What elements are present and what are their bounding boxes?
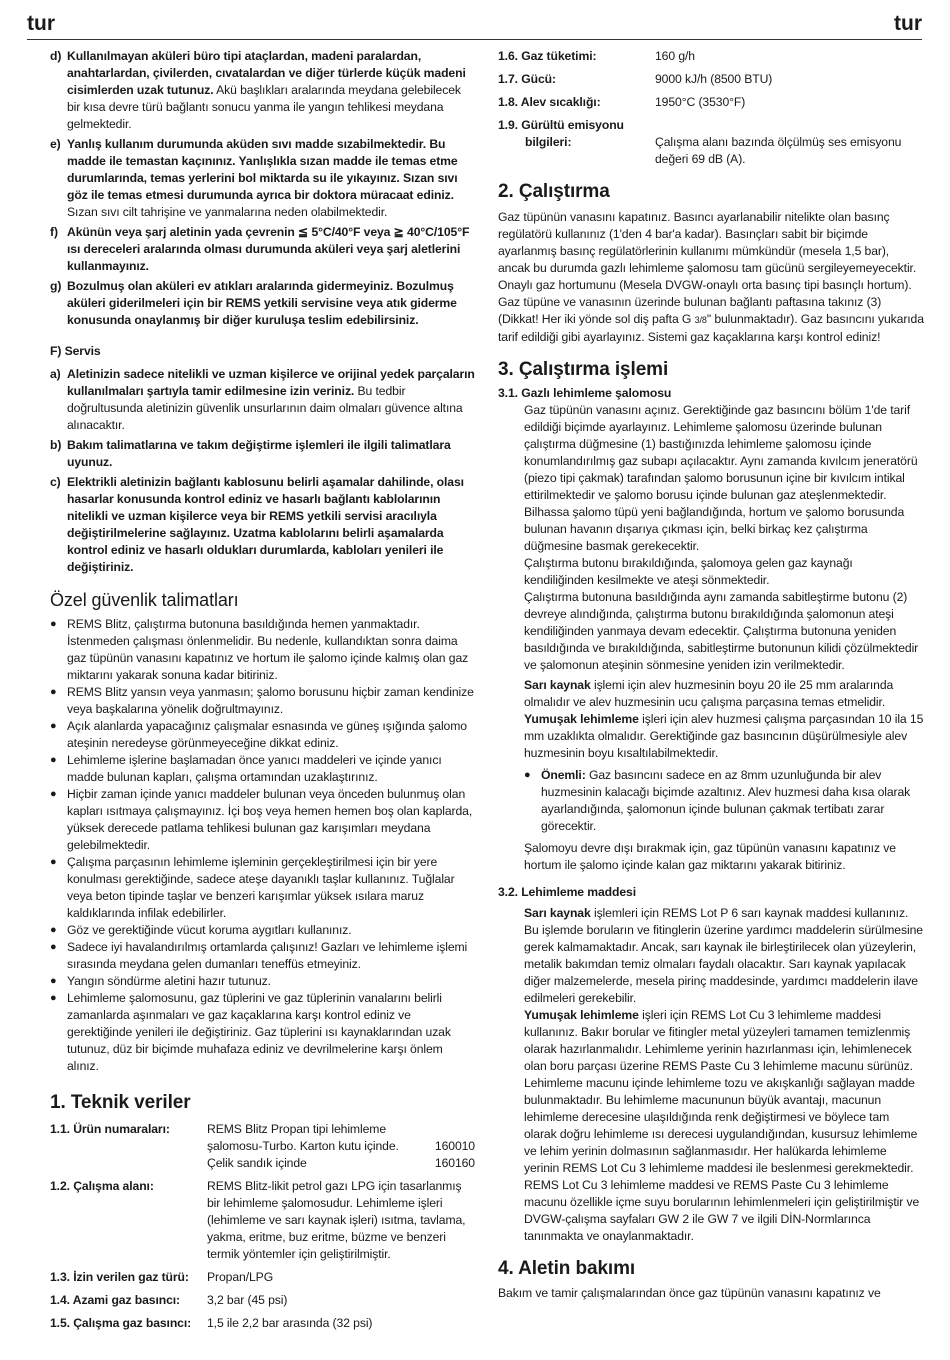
spec-noise: 1.9. Gürültü emisyonu bilgileri: Çalışma alanı bazında ölçülmüş ses emisyonu değeri 69 dB (A).: [498, 118, 902, 166]
start-body: Gaz tüpünün vanasını kapatınız. Basıncı ayarlanabilir nitelikte olan basınç regülatörü kullanınız (1'den 4 bar'a kadar). Basınçları sabit bir biçimde ayarlanmış basınç regülatörlerinin kullanımı mümkündür (mesela 1,5 bar), ancak bu durumda gazlı lehimleme şalomosu tam gücünü sergileyemeyecektir. Onaylı gaz hortumunu (Mesela DVGW-onaylı orta basınç tipi basınçlı hortum). Gaz tüpüne ve vanasının üzerinde bulunan bağlantı paftasına takınız (3) (Dikkat! Her iki yönde sol diş pafta G 3/8" bulunmaktadır). Gaz basıncını yukarıda tarif edildiği gibi ayarlayınız. Sistemi gaz kaçaklarına karşı kontrol ediniz!: [498, 210, 924, 344]
right-column: [498, 48, 924, 1302]
list-item-f: f) Akünün veya şarj aletinin yada çevrenin ≦ 5°C/40°F veya ≧ 40°C/105°F ısı dereceleri aralarında olması durumunda aküleri veya şarj aletlerini kullanmayınız.: [50, 225, 470, 273]
spec-product-numbers: 1.1. Ürün numaraları: REMS Blitz Propan tipi lehimleme şalomosu-Turbo. Karton kutu içinde. 160010 Çelik sandık içinde 160160: [50, 1122, 475, 1170]
bullet-icon: ●: [50, 686, 57, 698]
language-tag-left: tur: [27, 12, 55, 35]
page-header: [0, 12, 950, 38]
section-3-1-body: Gaz tüpünün vanasını açınız. Gerektiğinde gaz basıncını bölüm 1'de tarif edildiği biçimde ayarlayınız. Lehimleme şalomosu üzerinde bulunan çalıştırma düğmesine (1) bastığınızda lehimleme şalomosu içinde konumlandırılmış gaz subapı açılacaktır. Aynı zamanda kıvılcım jeneratörü (piezo tipi çakmak) tarafından şalomo borusunun içine bir kıvılcım intikal ettirilmektedir ve şalomo borusu içinde bulunan gaz ateşlenmektedir. Bilhassa şalomo tüpü yeni bağlandığında, hortum ve şalomo borusunda bulunan havanın dışarıya çıkması için, belki birkaç kez çalıştırma düğmesine basmak gerekecektir. Çalıştırma butonu bırakıldığında, şalomoya gelen gaz kaynağı kendiliğinden kesilmekte ve ateşi sönmektedir. Çalıştırma butonuna basıldığında aynı zamanda sabitleştirme butonu (2) devreye alındığında, çalıştırma butonu bırakıldığında şalomonun ateşi kendiliğinden yanmaya devam edecektir. Çalıştırma butonuna yeniden basıldığında ve bırakıldığında, sabitleştirme butonunun kilidi çözülmektedir ve şalomonun ateşinin sönmesine yeniden izin verilmektedir. Sarı kaynak işlemi için alev huzmesinin boyu 20 ile 25 mm aralarında olmalıdır ve alev huzmesinin ucu çalışma parçasına temas etmelidir. Yumuşak lehimleme işleri için alev huzmesi çalışma parçasından 10 ila 15 mm uzaklıkta olmalıdır. Gerektiğinde gaz basıncının düşürülmesiyle alev huzmesinin boyu kısaltılabilmektedir. ● Önemli: Gaz basıncını sadece en az 8mm uzunluğunda bir alev huzmesinin kalacağı biçimde azaltınız. Alev huzmesi daha kısa olarak ayarlandığında, şalomonun içinde bulunan çakmak tertibatı zarar görecektir. Şalomoyu devre dışı bırakmak için, gaz tüpünün vanasını kapatınız ve hortum ile şalomo içinde kalan gaz miktarını yakarak bitiriniz.: [524, 403, 924, 872]
safety-bullet: ● REMS Blitz yansın veya yanmasın; şalomo borusunu hiçbir zaman kendinize veya başkalarına yönelik doğrultmayınız.: [50, 685, 474, 716]
service-heading: F) Servis: [50, 344, 101, 358]
bullet-icon: ●: [50, 924, 57, 936]
safety-bullet: ● Lehimleme şalomosunu, gaz tüplerini ve gaz tüplerinin vanalarını belirli zamanlarda aşınmaları ve gaz kaçaklarına karşı kontrol ediniz ve gerektiğinde yenileri ile değiştiriniz. Gaz tüplerini ısı kaynaklarından uzak tutunuz, düz bir biçimde muhafaza ediniz ve devrilmelerine karşı önlem alınız.: [50, 991, 451, 1073]
spec-work-area: 1.2. Çalışma alanı: REMS Blitz-likit petrol gazı LPG için tasarlanmış bir lehimleme şalomosudur. Lehimleme işleri (lehimleme ve sarı kaynak işleri) ısıtma, tavlama, yakma, eritme, buz eritme, büzme ve benzeri termik yöntemler için geliştirilmiştir.: [50, 1179, 466, 1261]
language-tag-right: tur: [894, 12, 922, 35]
spec-working-pressure: 1.5. Çalışma gaz basıncı: 1,5 ile 2,2 bar arasında (32 psi): [50, 1316, 373, 1330]
spec-max-pressure: 1.4. Azami gaz basıncı: 3,2 bar (45 psi): [50, 1293, 288, 1307]
spec-gas-type: 1.3. İzin verilen gaz türü: Propan/LPG: [50, 1270, 274, 1284]
bullet-icon: ●: [50, 618, 57, 630]
important-note: ● Önemli: Gaz basıncını sadece en az 8mm uzunluğunda bir alev huzmesinin kalacağı biçimde azaltınız. Alev huzmesi daha kısa olarak ayarlandığında, şalomonun içinde bulunan çakmak tertibatı zarar görecektir.: [524, 768, 911, 833]
left-column: [50, 48, 475, 1332]
bullet-icon: ●: [50, 975, 57, 987]
service-item-c: c) Elektrikli aletinizin bağlantı kablosunu belirli aşamalar dahilinde, olası hasarlar konusunda kontrol ediniz ve hasarlı bağlantı kablolarının nitelikli ve uzman kişilerce veya bir REMS yetkili servisi aracılıyla değiştirilmelerine sağlayınız. Uzatma kablolarını belirli aşamalarda kontrol ediniz ve hasarlı oldukları durumlarda, kabloları yenileri ile değiştiriniz.: [50, 475, 464, 574]
header-rule: [27, 39, 922, 40]
safety-bullet: ● Göz ve gerektiğinde vücut koruma aygıtları kullanınız.: [50, 923, 352, 937]
spec-power: 1.7. Gücü: 9000 kJ/h (8500 BTU): [498, 72, 773, 86]
section-3-2-heading: 3.2. Lehimleme maddesi: [498, 885, 637, 899]
safety-bullet: ● Yangın söndürme aletini hazır tutunuz.: [50, 974, 271, 988]
safety-bullet: ● Hiçbir zaman içinde yanıcı maddeler bulunan veya önceden bulunmuş olan kapları ısıtmaya çalışmayınız. İçi boş veya hemen hemen boş olan kaplarda, yüksek derecede patlama tehlikesi bulunan gaz karışımları meydana gelebilmektedir.: [50, 787, 473, 852]
safety-bullet: ● Sadece iyi havalandırılmış ortamlarda çalışınız! Gazları ve lehimleme işlemi sırasında meydana gelen dumanları teneffüs etmeyiniz.: [50, 940, 468, 971]
bullet-icon: ●: [50, 992, 57, 1004]
maintenance-heading: 4. Aletin bakımı: [498, 1258, 636, 1279]
list-item-g: g) Bozulmuş olan aküleri ev atıkları aralarında gidermeyiniz. Bozulmuş aküleri giderilmeleri için bir REMS yetkili servisine veya atık giderme konusunda onaylanmış bir diğer kuruluşa teslim edebilirsiniz.: [50, 279, 457, 327]
bullet-icon: ●: [50, 941, 57, 953]
section-3-2-body: Sarı kaynak işlemleri için REMS Lot P 6 sarı kaynak maddesi kullanınız. Bu işlemde boruların ve fitinglerin üzerine yardımcı maddelerin sürülmesine gerek kalmamaktadır. Ancak, sarı kaynak ile birleştirilecek olan yüzeylerin, metalik bakımdan temiz olmaları faydalı olacaktır. Sarı kaynak yapılacak diğer malzemelerde, mesela pirinç maddesinde, yardımcı maddelerin ilave edilmeleri gerekebilir. Yumuşak lehimleme işleri için REMS Lot Cu 3 lehimleme maddesi kullanınız. Bakır borular ve fitingler metal yüzeyleri tamamen temizlenmiş olarak hazırlanmalıdır. Lehimleme yerinin hazırlanması için, lehimlenecek olan boru parçası üzerine REMS Paste Cu 3 lehimleme macunu sürünüz. Lehimleme macunu içinde lehimleme tozu ve akışkanlığı sağlayan madde bulunmaktadır. Bu lehimleme macununun büyük avantajı, macunun lehimleme derecesine ulaşıldığında renk değiştirmesi ve böylece tam olarak doğru lehimleme ısı derecesi uygulandığından, kusursuz lehimleme ve lehim yerinin dolmasının sağlanmasıdır. Her halükarda lehimleme yerinin REMS Lot Cu 3 lehimleme maddesi ile beslenmesi gerekmektedir. REMS Lot Cu 3 lehimleme maddesi ve REMS Paste Cu 3 lehimleme macunu özellikle içme suyu borularının lehimlenmeleri için geliştirilmiştir ve DVGW-çalışma sayfaları GW 2 ile GW 7 ve ilgili DİN-Normlarınca tanınmakta ve onaylanmaktadır.: [524, 906, 923, 1243]
special-safety-heading: Özel güvenlik talimatları: [50, 590, 239, 610]
safety-bullet: ● Açık alanlarda yapacağınız çalışmalar esnasında ve güneş ışığında şalomo ateşinin neredeyse görünmeyeceğine dikkat ediniz.: [50, 719, 467, 750]
spec-gas-consumption: 1.6. Gaz tüketimi: 160 g/h: [498, 49, 695, 63]
service-item-a: a) Aletinizin sadece nitelikli ve uzman kişilercе ve orijinal yedek parçaların kullanılmaları şartıyla tamir edilmesine izin veriniz. Bu tedbir doğrultusunda aletinizin güvenlik unsurlarının daim olmaları güvence altına alınacaktır.: [50, 367, 475, 432]
safety-bullet: ● Çalışma parçasının lehimleme işleminin gerçekleştirilmesi için bir yere konulması gerektiğinde, sadece ateşe dayanıklı taşlar kullanınız. Tuğlalar veya beton tipinde taşlar ve benzeri karışımlar yüksek ısılara maruz kaldıklarında infilak edebilirler.: [50, 855, 455, 920]
bullet-icon: ●: [50, 754, 57, 766]
safety-bullet: ● REMS Blitz, çalıştırma butonuna basıldığında hemen yanmaktadır. İstenmeden çalışması önlenmelidir. Bu nedenle, kullandıktan sonra daima gaz tüpünün vanasını kapatınız ve hortum ile şalomo içinde kalmış olan gaz miktarını yakarak sonuna kadar bitiriniz.: [50, 617, 469, 682]
safety-bullet: ● Lehimleme işlerine başlamadan önce yanıcı maddeleri ve içinde yanıcı madde bulunan kapları, çalışma ortamından uzaklaştırınız.: [50, 753, 442, 784]
spec-flame-temperature: 1.8. Alev sıcaklığı: 1950°C (3530°F): [498, 95, 746, 109]
start-heading: 2. Çalıştırma: [498, 181, 610, 202]
list-item-e: e) Yanlış kullanım durumunda aküden sıvı madde sızabilmektedir. Bu madde ile temastan kaçınınız. Yanlışlıkla sızan madde ile temas etme durumlarında, temas yerlerini bol miktarda su ile yıkayınız. Sızan sıvı göz ile temas etmesi durumunda ayrıca bir doktora müracaat ediniz. Sızan sıvı cilt tahrişine ve yanmalarına neden olabilmektedir.: [50, 137, 458, 219]
bullet-icon: ●: [50, 788, 57, 800]
maintenance-body: Bakım ve tamir çalışmalarından önce gaz tüpünün vanasını kapatınız ve: [498, 1286, 881, 1300]
section-3-1-heading: 3.1. Gazlı lehimleme şalomosu: [498, 386, 672, 400]
bullet-icon: ●: [50, 856, 57, 868]
bullet-icon: ●: [524, 769, 531, 781]
operation-heading: 3. Çalıştırma işlemi: [498, 359, 669, 380]
list-item-d: d) Kullanılmayan aküleri büro tipi ataçlardan, madeni paralardan, anahtarlardan, çivilerden, cıvatalardan ve diğer türlerde küçük madeni cisimlerden uzak tutunuz. Akü başlıkları aralarında meydana gelebilecek bir kısa devre türü bağlantı sonucu yanma ile yangın tehlikesi meydana gelmektedir.: [50, 49, 466, 131]
tech-data-heading: 1. Teknik veriler: [50, 1092, 191, 1113]
bullet-icon: ●: [50, 720, 57, 732]
service-item-b: b) Bakım talimatlarına ve takım değiştirme işlemleri ile ilgili talimatlara uyunuz.: [50, 438, 451, 469]
